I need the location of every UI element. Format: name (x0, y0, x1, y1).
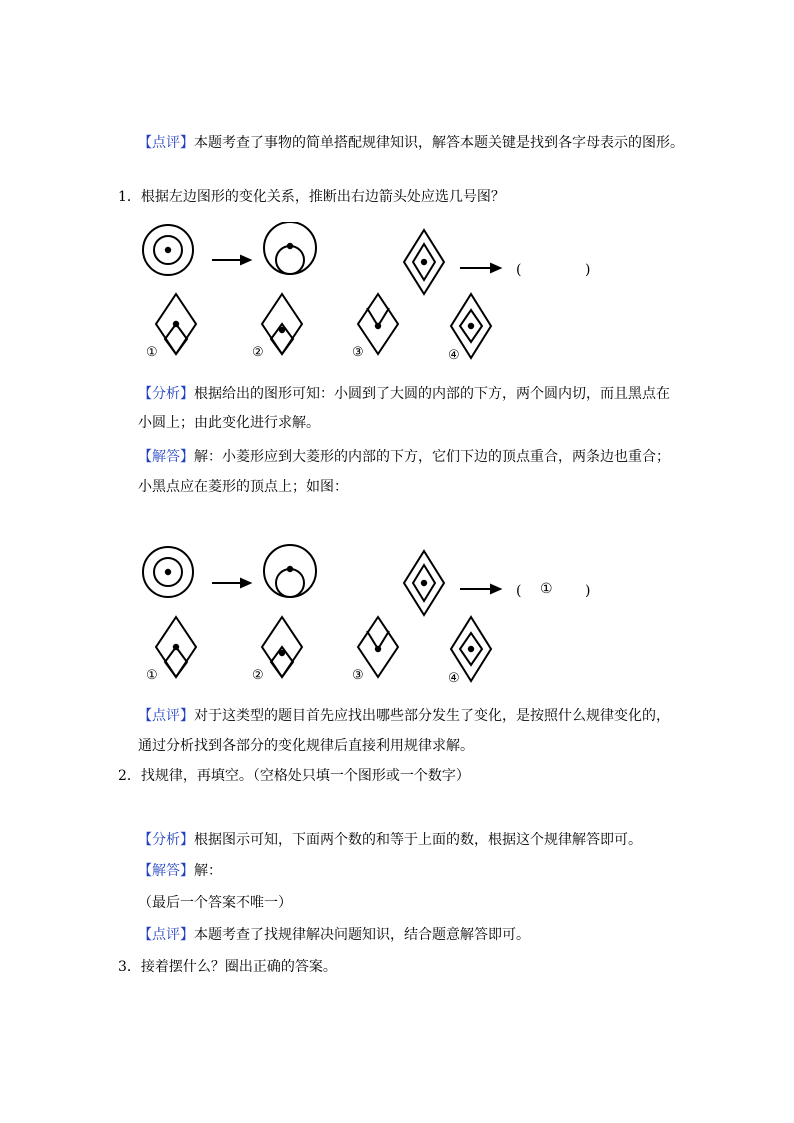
arrow-2-head (491, 264, 500, 272)
option-2-dot (280, 328, 284, 332)
dot-2 (288, 567, 292, 571)
arrow-1-head (241, 256, 250, 264)
fig2-bracket-right: ) (585, 583, 591, 599)
dot-q (422, 581, 426, 585)
fig2-answer-mark: ① (540, 581, 553, 597)
figure-2 (138, 543, 598, 688)
analysis-1-line2 (138, 413, 320, 433)
answer-1-line2 (138, 477, 348, 497)
dot-q (422, 260, 426, 264)
option-1-label: ① (146, 345, 158, 360)
figure-1-svg (138, 222, 598, 367)
option-1-small (165, 647, 187, 677)
comment-2 (138, 925, 530, 945)
analysis-1-text1: 根据给出的图形可知：小圆到了大圆的内部的下方，两个圆内切，而且黑点在 (194, 386, 670, 402)
fig2-bracket-left: ( (516, 583, 522, 599)
small-circle-2 (276, 569, 304, 597)
analysis-1-tag: 【分析】 (138, 386, 194, 402)
fig1-bracket-right: ) (585, 262, 591, 278)
option-4-dot (469, 324, 473, 328)
figure-2-svg (138, 543, 598, 688)
option-2-dot (280, 651, 284, 655)
answer-1-text2: 小黑点应在菱形的顶点上；如图： (138, 479, 348, 495)
option-3-label: ③ (352, 668, 364, 683)
analysis-2-text: 根据图示可知，下面两个数的和等于上面的数，根据这个规律解答即可。 (194, 832, 642, 848)
option-1-dot (174, 322, 178, 326)
question-3-text: 接着摆什么？圈出正确的答案。 (140, 959, 337, 975)
analysis-1-text2: 小圆上；由此变化进行求解。 (138, 415, 320, 431)
comment-line (138, 133, 684, 153)
question-3-number: 3． (118, 959, 141, 975)
answer-1-line1 (138, 447, 670, 467)
answer-2-text: 解： (194, 863, 222, 879)
answer-1-text1: 解：小菱形应到大菱形的内部的下方，它们下边的顶点重合，两条边也重合； (194, 449, 670, 465)
comment-text: 本题考查了事物的简单搭配规律知识，解答本题关键是找到各字母表示的图形。 (194, 135, 684, 151)
comment-2-tag: 【点评】 (138, 927, 194, 943)
small-circle-2 (276, 246, 304, 274)
option-3-dot (376, 324, 380, 328)
question-1 (118, 187, 505, 207)
comment-2-text: 本题考查了找规律解决问题知识，结合题意解答即可。 (194, 927, 530, 943)
answer-1-tag: 【解答】 (138, 449, 194, 465)
dot-1 (166, 570, 170, 574)
answer-2-tag: 【解答】 (138, 863, 194, 879)
option-2-label: ② (252, 668, 264, 683)
note-2 (138, 893, 292, 913)
question-3 (118, 957, 337, 977)
option-4-label: ④ (448, 671, 460, 686)
arrow-2-head (491, 585, 500, 593)
answer-2 (138, 861, 222, 881)
option-3-dot (376, 647, 380, 651)
option-3-label: ③ (352, 345, 364, 360)
comment-1-text1: 对于这类型的题目首先应找出哪些部分发生了变化，是按照什么规律变化的， (194, 708, 670, 724)
question-1-number: 1． (118, 189, 141, 205)
option-1-label: ① (146, 668, 158, 683)
analysis-2-tag: 【分析】 (138, 832, 194, 848)
arrow-1-head (241, 579, 250, 587)
figure-1 (138, 222, 598, 367)
question-2-text: 找规律，再填空。（空格处只填一个图形或一个数字） (140, 768, 470, 784)
comment-tag: 【点评】 (138, 135, 194, 151)
comment-1-line2 (138, 736, 474, 756)
comment-1-text2: 通过分析找到各部分的变化规律后直接利用规律求解。 (138, 738, 474, 754)
comment-1-line1 (138, 706, 670, 726)
question-1-text: 根据左边图形的变化关系，推断出右边箭头处应选几号图？ (140, 189, 505, 205)
option-4-label: ④ (448, 348, 460, 363)
analysis-1-line1 (138, 384, 670, 404)
dot-1 (166, 248, 170, 252)
question-2 (118, 766, 470, 786)
option-1-dot (174, 645, 178, 649)
question-2-number: 2． (118, 768, 141, 784)
analysis-2 (138, 830, 642, 850)
fig1-bracket-left: ( (516, 262, 522, 278)
option-4-dot (469, 647, 473, 651)
note-2-text: （最后一个答案不唯一） (138, 895, 292, 911)
dot-2 (288, 244, 292, 248)
option-1-small (165, 324, 187, 354)
comment-1-tag: 【点评】 (138, 708, 194, 724)
option-2-label: ② (252, 345, 264, 360)
